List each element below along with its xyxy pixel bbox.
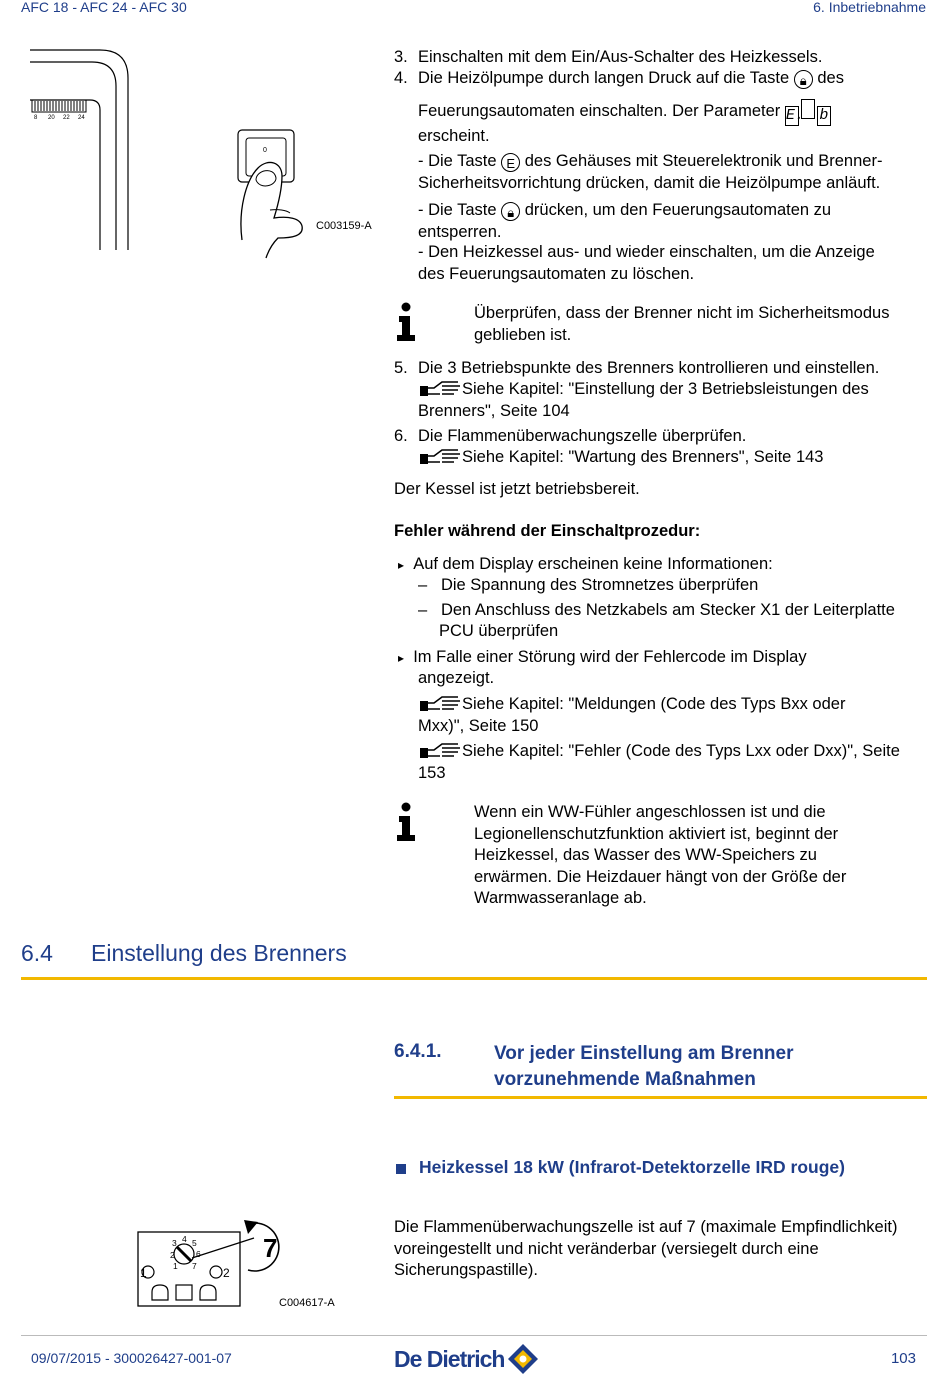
error-bullet-1: ▸ Auf dem Display erscheinen keine Informationen:: [398, 555, 773, 573]
error-sub-2b: PCU überprüfen: [439, 622, 559, 640]
brand-name: De Dietrich: [394, 1345, 505, 1372]
step-5: 5. Die 3 Betriebspunkte des Brenners kontrollieren und einstellen.: [394, 359, 880, 377]
substep-1: - Die Taste E des Gehäuses mit Steuerelektronik und Brenner- Sicherheitsvorrichtung drücken, damit die Heizölpumpe anläuft.: [418, 152, 883, 192]
section-number: 6.4: [21, 940, 53, 966]
dial-number: 3: [172, 1238, 177, 1248]
error-bullet-2b: angezeigt.: [418, 669, 495, 687]
page-number: 103: [890, 1350, 916, 1367]
lcd-digit: E.: [785, 107, 804, 124]
e-key-icon: E: [501, 153, 520, 172]
error-sub-1: – Die Spannung des Stromnetzes überprüfen: [418, 576, 759, 594]
triangle-bullet-icon: ▸: [398, 558, 405, 572]
info-icon: [395, 802, 419, 842]
square-bullet-icon: [396, 1164, 406, 1174]
substep-2: - Die Taste 🔒︎ drücken, um den Feuerungsautomaten zu entsperren.: [418, 201, 832, 241]
dial-number: 6: [196, 1249, 201, 1259]
dial-number: 4: [182, 1234, 187, 1244]
pointing-hand-icon: [418, 380, 462, 398]
scale-tick: 24: [78, 115, 85, 121]
dial-number: 7: [192, 1261, 197, 1271]
step-6-ref: Siehe Kapitel: "Wartung des Brenners", Seite 143: [418, 447, 823, 469]
step-4: 4. Die Heizölpumpe durch langen Druck auf die Taste 🔒︎ des: [394, 69, 844, 88]
errors-heading: Fehler während der Einschaltprozedur:: [394, 522, 701, 540]
figure2-code: C004617-A: [279, 1297, 335, 1309]
dial-number: 5: [192, 1238, 197, 1248]
triangle-bullet-icon: ▸: [398, 651, 405, 665]
terminal-right: 2: [223, 1266, 230, 1280]
info-note-1: Überprüfen, dass der Brenner nicht im Sicherheitsmodus geblieben ist.: [474, 304, 890, 344]
error-ref-1: Siehe Kapitel: "Meldungen (Code des Typs Bxx oder Mxx)", Seite 150: [418, 695, 846, 735]
dial-number: 2: [170, 1250, 175, 1260]
subsection-title: Vor jeder Einstellung am Brenner vorzunehmende Maßnahmen: [494, 1043, 794, 1090]
dial-number: 1: [173, 1261, 178, 1271]
step-6: 6. Die Flammenüberwachungszelle überprüfen.: [394, 427, 747, 445]
step-4-line2: Feuerungsautomaten einschalten. Der Parameter E. b: [418, 99, 833, 126]
section-title: Einstellung des Brenners: [91, 940, 347, 966]
boiler-text: Die Flammenüberwachungszelle ist auf 7 (maximale Empfindlichkeit) voreingestellt und nicht veränderbar (versiegelt durch eine Sicherungspastille).: [394, 1218, 898, 1279]
step-5-ref: Siehe Kapitel: "Einstellung der 3 Betriebsleistungen des Brenners", Seite 104: [418, 380, 869, 420]
info-note-2: Wenn ein WW-Fühler angeschlossen ist und die Legionellenschutzfunktion aktiviert ist, beginnt der Heizkessel, das Wasser des WW-Speichers zu erwärmen. Die Heizdauer hängt von der Größe der Warmwasseranlage ab.: [474, 803, 847, 907]
substep-3: - Den Heizkessel aus- und wieder einschalten, um die Anzeige des Feuerungsautomaten zu löschen.: [418, 243, 875, 283]
error-ref-2: Siehe Kapitel: "Fehler (Code des Typs Lxx oder Dxx)", Seite 153: [418, 742, 900, 782]
step-4-line3: erscheint.: [418, 127, 490, 145]
callout-number: 7: [263, 1233, 278, 1263]
step-3: 3. Einschalten mit dem Ein/Aus-Schalter des Heizkessels.: [394, 48, 823, 66]
pointing-hand-icon: [418, 742, 462, 760]
scale-tick: 22: [63, 115, 70, 121]
subsection-rule: [394, 1096, 927, 1099]
footer-left: 09/07/2015 - 300026427-001-07: [31, 1350, 232, 1366]
section-rule: [21, 977, 927, 980]
lcd-digit: b: [817, 106, 831, 126]
error-bullet-2: ▸ Im Falle einer Störung wird der Fehlercode im Display: [398, 648, 807, 666]
pointing-hand-icon: [418, 448, 462, 466]
boiler-heading: Heizkessel 18 kW (Infrarot-Detektorzelle IRD rouge): [419, 1157, 845, 1177]
flame-cell-figure: [130, 1218, 300, 1314]
scale-tick: 20: [48, 115, 55, 121]
footer-rule: [21, 1335, 927, 1336]
header-left: AFC 18 - AFC 24 - AFC 30: [21, 0, 187, 15]
brand-logo: [394, 1342, 540, 1376]
brand-diamond-icon: [506, 1342, 540, 1376]
lock-key-icon: 🔒︎: [794, 70, 813, 89]
switch-label: 0: [263, 147, 267, 154]
info-icon: [395, 302, 419, 342]
subsection-number: 6.4.1.: [394, 1041, 442, 1062]
header-right: 6. Inbetriebnahme: [813, 0, 926, 15]
scale-tick: 8: [34, 115, 38, 121]
terminal-left: 1: [140, 1266, 147, 1280]
ready-text: Der Kessel ist jetzt betriebsbereit.: [394, 480, 640, 498]
lock-key-icon: 🔒︎: [501, 202, 520, 221]
error-sub-2: – Den Anschluss des Netzkabels am Stecker X1 der Leiterplatte: [418, 601, 895, 619]
lcd-digit: [801, 99, 815, 119]
figure1-code: C003159-A: [316, 220, 372, 232]
pointing-hand-icon: [418, 695, 462, 713]
